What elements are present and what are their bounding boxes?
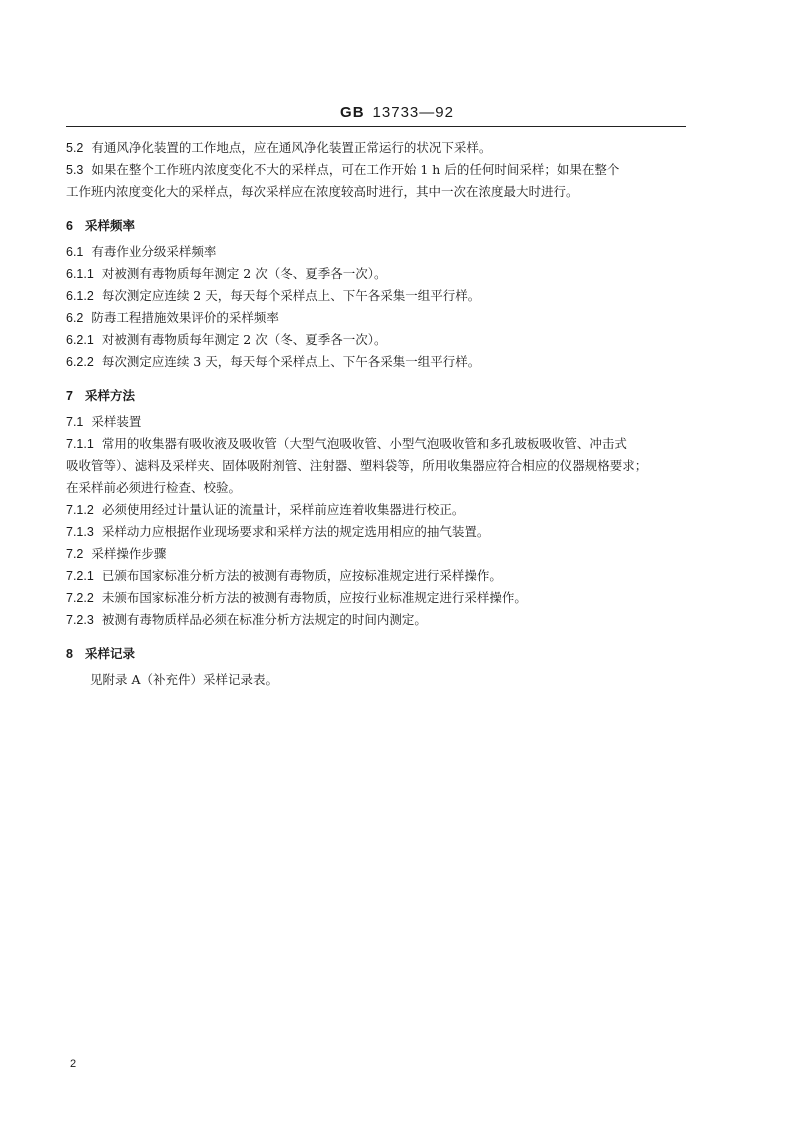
clause-text: 有通风净化装置的工作地点，应在通风净化装置正常运行的状况下采样。: [91, 140, 492, 155]
clause-text: 每次测定应连续 3 天，每天每个采样点上、下午各采集一组平行样。: [101, 354, 481, 369]
clause-number: 6.2.2: [66, 355, 94, 369]
section-title: 采样频率: [84, 218, 135, 233]
clause-text: 对被测有毒物质每年测定 2 次（冬、夏季各一次）。: [101, 332, 387, 347]
clause-6-1-1: [66, 263, 688, 285]
standard-number: 13733—92: [372, 104, 454, 121]
clause-text: 防毒工程措施效果评价的采样频率: [91, 310, 279, 325]
clause-text: 如果在整个工作班内浓度变化不大的采样点，可在工作开始 1 h 后的任何时间采样；如果在整个: [91, 162, 620, 177]
clause-7-2-3: [66, 609, 688, 631]
clause-text: 对被测有毒物质每年测定 2 次（冬、夏季各一次）。: [101, 266, 387, 281]
document-body: [66, 137, 688, 691]
section-title: 采样记录: [84, 646, 135, 661]
clause-7-1-1-cont-1: 吸收管等）、滤料及采样夹、固体吸附剂管、注射器、塑料袋等，所用收集器应符合相应的仪器规格要求；: [66, 458, 648, 473]
clause-7-1-3: [66, 521, 688, 543]
clause-text: 必须使用经过计量认证的流量计，采样前应连着收集器进行校正。: [101, 502, 465, 517]
clause-number: 7.1.3: [66, 525, 94, 539]
clause-6-1-2: [66, 285, 688, 307]
clause-text: 采样操作步骤: [91, 546, 167, 561]
clause-7-2: [66, 543, 688, 565]
section-8-text: 见附录 A（补充件）采样记录表。: [90, 672, 279, 687]
page-number: 2: [70, 1058, 77, 1070]
clause-6-2: [66, 307, 688, 329]
clause-7-1-2: [66, 499, 688, 521]
clause-number: 6.1.1: [66, 267, 94, 281]
clause-number: 7.1.1: [66, 437, 94, 451]
section-number: 7: [66, 389, 73, 403]
section-title: 采样方法: [84, 388, 135, 403]
clause-number: 6.1: [66, 245, 84, 259]
clause-6-1: [66, 241, 688, 263]
clause-text: 未颁布国家标准分析方法的被测有毒物质，应按行业标准规定进行采样操作。: [101, 590, 527, 605]
clause-number: 5.2: [66, 141, 84, 155]
clause-5-3: [66, 159, 688, 181]
section-6-heading: [66, 215, 688, 237]
clause-text: 已颁布国家标准分析方法的被测有毒物质，应按标准规定进行采样操作。: [101, 568, 502, 583]
page-header: [0, 104, 794, 121]
clause-text: 被测有毒物质样品必须在标准分析方法规定的时间内测定。: [101, 612, 427, 627]
clause-7-1-1: [66, 433, 688, 455]
header-rule: [66, 126, 686, 127]
clause-text: 常用的收集器有吸收液及吸收管（大型气泡吸收管、小型气泡吸收管和多孔玻板吸收管、冲击式: [101, 436, 627, 451]
clause-text: 有毒作业分级采样频率: [91, 244, 217, 259]
clause-number: 5.3: [66, 163, 84, 177]
clause-number: 7.1: [66, 415, 84, 429]
clause-number: 7.2: [66, 547, 84, 561]
clause-number: 7.2.3: [66, 613, 94, 627]
clause-number: 7.2.1: [66, 569, 94, 583]
section-7-heading: [66, 385, 688, 407]
clause-7-1: [66, 411, 688, 433]
clause-7-1-1-cont-2: 在采样前必须进行检查、校验。: [66, 480, 242, 495]
section-number: 6: [66, 219, 73, 233]
clause-number: 7.1.2: [66, 503, 94, 517]
clause-number: 6.2: [66, 311, 84, 325]
clause-5-2: [66, 137, 688, 159]
clause-number: 7.2.2: [66, 591, 94, 605]
clause-7-2-2: [66, 587, 688, 609]
clause-number: 6.2.1: [66, 333, 94, 347]
clause-number: 6.1.2: [66, 289, 94, 303]
section-8-heading: [66, 643, 688, 665]
clause-6-2-1: [66, 329, 688, 351]
clause-text: 采样装置: [91, 414, 142, 429]
clause-7-2-1: [66, 565, 688, 587]
clause-text: 采样动力应根据作业现场要求和采样方法的规定选用相应的抽气装置。: [101, 524, 490, 539]
clause-6-2-2: [66, 351, 688, 373]
standard-code: GB: [340, 104, 365, 121]
section-number: 8: [66, 647, 73, 661]
clause-text: 每次测定应连续 2 天，每天每个采样点上、下午各采集一组平行样。: [101, 288, 481, 303]
clause-5-3-cont: 工作班内浓度变化大的采样点，每次采样应在浓度较高时进行，其中一次在浓度最大时进行。: [66, 184, 579, 199]
